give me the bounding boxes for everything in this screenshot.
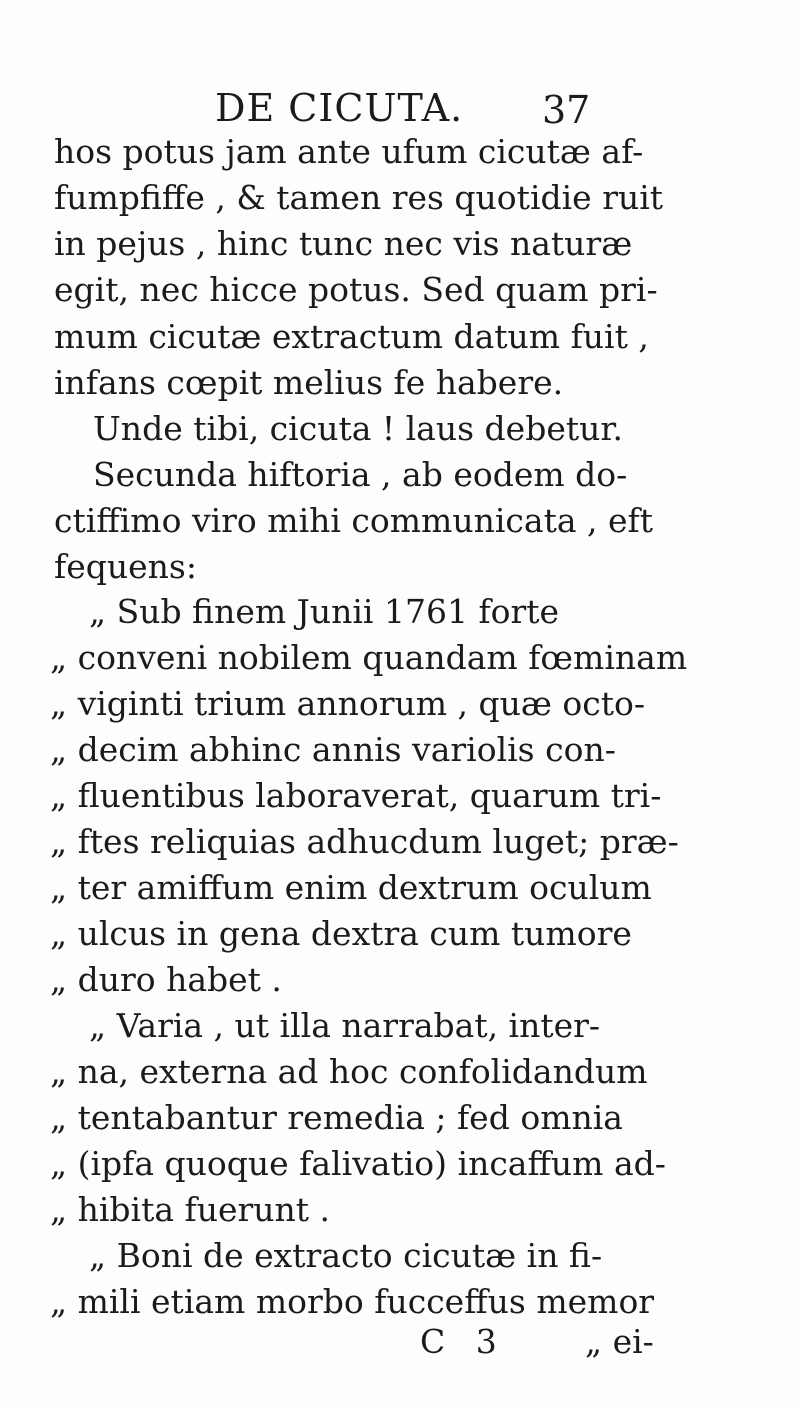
page-number: 37 [542, 88, 591, 132]
text-line: Unde tibi, cicuta ! laus debetur. [93, 409, 623, 448]
text-line: „ hibita fuerunt . [50, 1190, 331, 1229]
text-line: ctiffimo viro mihi communicata , eft [54, 501, 653, 540]
text-line: „ decim abhinc annis variolis con- [50, 730, 616, 769]
signature-mark: C 3 [420, 1322, 507, 1361]
text-line: „ Sub finem Junii 1761 forte [89, 592, 560, 631]
text-line: „ ftes reliquias adhucdum luget; præ- [50, 822, 679, 861]
text-line: in pejus , hinc tunc nec vis naturæ [54, 224, 633, 263]
text-line: „ viginti trium annorum , quæ octo- [50, 684, 645, 723]
text-line: „ na, externa ad hoc confolidandum [50, 1052, 648, 1091]
text-line: infans cœpit melius fe habere. [54, 363, 564, 402]
text-line: „ ter amiffum enim dextrum oculum [50, 868, 652, 907]
text-line: „ duro habet . [50, 960, 282, 999]
catchword: „ ei- [585, 1322, 654, 1361]
text-line: fequens: [54, 547, 197, 586]
page-header [0, 86, 800, 134]
text-line: mum cicutæ extractum datum fuit , [54, 317, 649, 356]
text-line: „ fluentibus laboraverat, quarum tri- [50, 776, 662, 815]
text-line: egit, nec hicce potus. Sed quam pri- [54, 270, 658, 309]
page-footer [0, 1322, 800, 1372]
text-line: Secunda hiftoria , ab eodem do- [93, 455, 628, 494]
running-title: DE CICUTA. [215, 86, 464, 130]
text-line: „ Varia , ut illa narrabat, inter- [89, 1006, 601, 1045]
text-line: hos potus jam ante ufum cicutæ af- [54, 132, 644, 171]
text-line: „ conveni nobilem quandam fœminam [50, 638, 688, 677]
text-line: „ tentabantur remedia ; fed omnia [50, 1098, 623, 1137]
text-line: fumpfiffe , & tamen res quotidie ruit [54, 178, 664, 217]
text-line: „ Boni de extracto cicutæ in fi- [89, 1236, 603, 1275]
text-line: „ mili etiam morbo fucceffus memor [50, 1282, 655, 1321]
text-line: „ (ipfa quoque falivatio) incaffum ad- [50, 1144, 666, 1183]
text-line: „ ulcus in gena dextra cum tumore [50, 914, 632, 953]
